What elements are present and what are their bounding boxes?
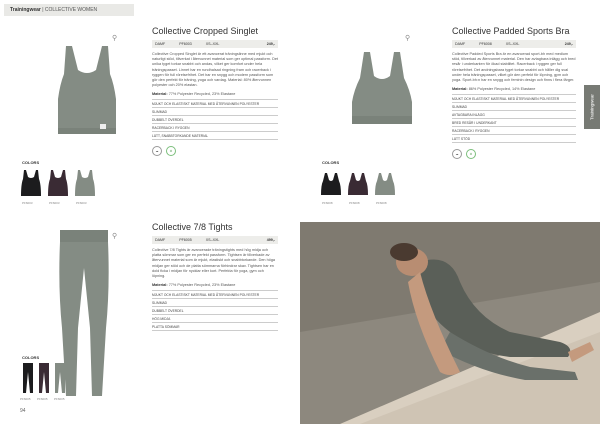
product-title: Collective Cropped Singlet (152, 26, 259, 36)
bra-swatch-plum[interactable] (347, 172, 369, 196)
feature-item: HÖG MIDJA (152, 315, 278, 323)
material-text: 77% Polyester Recycled, 23% Elastane (168, 92, 236, 97)
recycled-icon: ♻ (166, 146, 176, 156)
cert-icons (152, 146, 278, 156)
material-text: 77% Polyester Recycled, 23% Elastane (168, 283, 236, 288)
feature-item: DUBBELT ÖVERDEL (152, 116, 278, 124)
feature-list (152, 290, 278, 331)
feature-list (452, 94, 576, 143)
feature-item: SLIMMAD (152, 108, 278, 116)
feature-item: AVTAGBARA INLÄGG (452, 111, 576, 119)
cert-icons (452, 149, 576, 159)
bra-swatch-sage[interactable] (374, 172, 396, 196)
lifestyle-photo (300, 222, 600, 424)
material-label: Material: (152, 283, 168, 288)
product-description: Collective Cropped Singlet är ett avancerat träningslinne med mjukt och naturligt stöd, tillverkat i återvunnet material som ger optimal passform. Det unika tyget torkar snabbt och andas, vilket ger komfort under hela träningspasset. Linnet har en rundhalsad ringning fram och racerback i ryggen för full rörelsefrihet. Det har en snygg och modern passform som gör den perfekt för träning, yoga och vardag. Material: 80% återvunnen polyester och 20% elastan. (152, 52, 278, 88)
product-meta (452, 40, 576, 48)
feature-item: MJUKT OCH ELASTISKT MATERIAL MED ÅTERVUNNEN POLYESTER (152, 291, 278, 299)
section-label: COLLECTIVE WOMEN (44, 7, 98, 13)
sports-bra-product-image (350, 50, 414, 126)
tights-swatch-black[interactable] (22, 362, 34, 394)
meta-price: 249,- (266, 42, 275, 46)
meta-code: DAMF (155, 42, 166, 46)
meta-sizes: XS–XXL (505, 42, 520, 46)
feature-item: PLATTA SÖMMAR (152, 323, 278, 331)
wash-icon: ☁ (152, 146, 162, 156)
tights-swatch-plum[interactable] (38, 362, 50, 394)
location-pin-icon: ⚲ (405, 35, 411, 42)
product-description: Collective Padded Sports Bra är en avancerad sport-bh med medium stöd, tillverkad av återvunnet material. Den har avtagbara inlägg och bred resår i underkanten för ökad stabilitet. Racerback i ryggen ger full rörelsefrihet. Det andningsbara tyget torkar snabbt och håller dig sval under hela träningspasset, vilket gör den perfekt för löpning, gym och yoga. Sport-bh:n har en snygg och feminin design och finns i flera färger. (452, 52, 576, 83)
swatch-code: PF6005 (20, 397, 31, 401)
stretching-woman-image (300, 222, 600, 424)
feature-item: RACERBACK I RYGGEN (152, 124, 278, 132)
page-number: 94 (20, 408, 26, 414)
feature-item: LÄTT, SNABBTORKANDE MATERIAL (152, 132, 278, 140)
bra-swatch-black[interactable] (320, 172, 342, 196)
swatch-code: PF6005 (37, 397, 48, 401)
singlet-swatch-sage[interactable] (74, 169, 96, 197)
meta-price: 249,- (564, 42, 573, 46)
product-title: Collective Padded Sports Bra (452, 26, 570, 36)
feature-item: RACERBACK I RYGGEN (452, 127, 576, 135)
swatch-code: PF6005 (54, 397, 65, 401)
material-text: 86% Polyester Recycled, 14% Elastane (468, 87, 536, 92)
feature-item: LÄTT STÖD (452, 135, 576, 143)
meta-code: DAMF (455, 42, 466, 46)
product-singlet (152, 26, 278, 156)
colors-label: COLORS (322, 160, 340, 165)
singlet-product-image (52, 44, 122, 139)
feature-list (152, 99, 278, 140)
meta-sizes: XS–XXL (205, 42, 220, 46)
feature-item: DUBBELT ÖVERDEL (152, 307, 278, 315)
meta-article: PF6008 (479, 42, 492, 46)
header-bar: Trainingwear | COLLECTIVE WOMEN (4, 4, 134, 16)
singlet-swatch-black[interactable] (20, 169, 42, 197)
material-label: Material: (152, 92, 168, 97)
meta-price: 499,- (266, 238, 275, 242)
meta-article: PF6005 (179, 238, 192, 242)
location-pin-icon: ⚲ (112, 35, 118, 42)
singlet-swatch-plum[interactable] (47, 169, 69, 197)
product-meta (152, 40, 278, 48)
swatch-code: PF6003 (76, 201, 87, 205)
meta-article: PF6003 (179, 42, 192, 46)
product-material (452, 87, 576, 91)
material-label: Material: (452, 87, 468, 92)
product-description: Collective 7/8 Tights är avancerade träningstights med hög midja och platta sömmar som ger en perfekt passform. Tightsen är tillverkade av återvunnet material som är mjukt, elastiskt och snabbtorkande. Den höga midjan ger stöd och de platta sömmarna förhindrar skav. Tightsen har en dold ficka i midjan för nycklar eller kort. Perfekta för yoga, gym och löpning. (152, 248, 276, 279)
swatch-code: PF6003 (22, 201, 33, 205)
product-material (152, 283, 278, 287)
product-tights (152, 222, 278, 331)
brand-label: Trainingwear (10, 7, 41, 13)
swatch-code: PF6003 (49, 201, 60, 205)
feature-item: MJUKT OCH ELASTISKT MATERIAL MED ÅTERVUNNEN POLYESTER (152, 100, 278, 108)
product-sports-bra (452, 26, 576, 159)
colors-label: COLORS (22, 355, 40, 360)
product-meta (152, 236, 278, 244)
feature-item: BRED RESÅR I UNDERKANT (452, 119, 576, 127)
wash-icon: ☁ (452, 149, 462, 159)
side-tab[interactable]: Trainingwear (584, 85, 600, 129)
swatch-code: PF6008 (376, 201, 387, 205)
swatch-code: PF6008 (349, 201, 360, 205)
swatch-code: PF6008 (322, 201, 333, 205)
product-title: Collective 7/8 Tights (152, 222, 233, 232)
meta-code: DAMF (155, 238, 166, 242)
feature-item: SLIMMAD (452, 103, 576, 111)
colors-label: COLORS (22, 160, 40, 165)
product-material (152, 92, 278, 96)
tights-swatch-sage[interactable] (54, 362, 66, 394)
feature-item: MJUKT OCH ELASTISKT MATERIAL MED ÅTERVUNNEN POLYESTER (452, 95, 576, 103)
meta-sizes: XS–XXL (205, 238, 220, 242)
recycled-icon: ♻ (466, 149, 476, 159)
location-pin-icon: ⚲ (112, 233, 118, 240)
feature-item: SLIMMAD (152, 299, 278, 307)
